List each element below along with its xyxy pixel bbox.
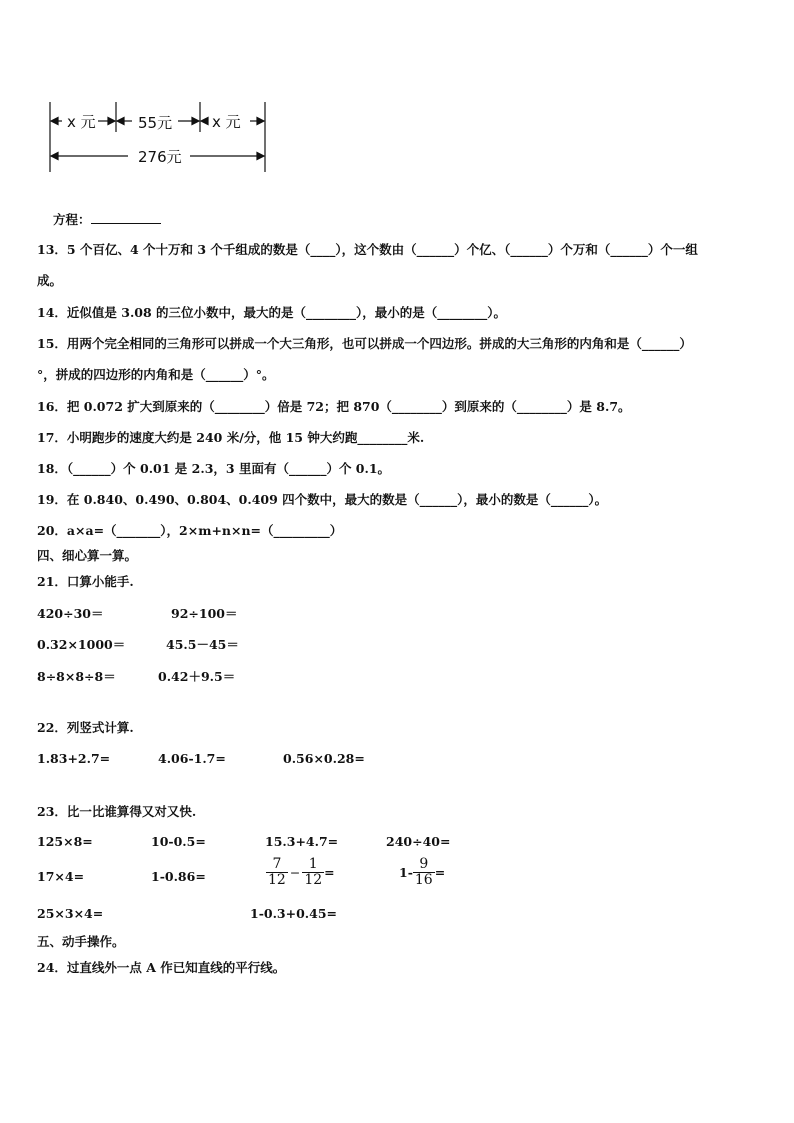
- segment-label-x2: x 元: [212, 113, 241, 131]
- question-23: 23．比一比谁算得又对又快.: [37, 804, 197, 819]
- q21-item: 45.5－45＝: [166, 637, 239, 652]
- q21-item: 420÷30＝: [37, 606, 104, 621]
- segment-label-total: 276元: [138, 148, 182, 166]
- equation-label: 方程：: [53, 212, 91, 227]
- q21-item: 0.42＋9.5＝: [158, 669, 236, 684]
- q23-fraction-expression: $\frac{7}{12}$ − $\frac{1}{12}$ =: [268, 856, 335, 888]
- fraction: $\frac{9}{16}$: [414, 856, 433, 888]
- q23-item: 25×3×4=: [37, 906, 104, 921]
- section-4-title: 四、细心算一算。: [37, 548, 138, 563]
- question-18: 18．（______）个 0.01 是 2.3，3 里面有（______）个 0.1。: [37, 461, 391, 476]
- fraction: $\frac{7}{12}$: [268, 856, 286, 888]
- question-22: 22．列竖式计算.: [37, 720, 134, 735]
- q21-item: 0.32×1000＝: [37, 637, 126, 652]
- question-17: 17．小明跑步的速度大约是 240 米/分，他 15 钟大约跑________米.: [37, 430, 425, 445]
- q21-item: 92÷100＝: [171, 606, 238, 621]
- equation-blank[interactable]: [91, 211, 161, 224]
- q21-item: 8÷8×8÷8＝: [37, 669, 116, 684]
- segment-label-55: 55元: [138, 114, 173, 132]
- segment-diagram: [40, 98, 270, 176]
- question-15-cont: °，拼成的四边形的内角和是（______）°。: [37, 367, 275, 382]
- question-24: 24．过直线外一点 A 作已知直线的平行线。: [37, 960, 286, 975]
- question-14: 14．近似值是 3.08 的三位小数中，最大的是（________），最小的是（________）。: [37, 305, 507, 320]
- q22-item: 0.56×0.28=: [283, 751, 365, 766]
- q23-item: 1-0.3+0.45=: [250, 906, 338, 921]
- segment-label-x1: x 元: [67, 113, 96, 131]
- question-13: 13．5 个百亿、4 个十万和 3 个千组成的数是（____），这个数由（______）个亿、（______）个万和（______）个一组: [37, 242, 698, 257]
- q23-item: 1-0.86=: [151, 869, 206, 884]
- q22-item: 4.06-1.7=: [158, 751, 226, 766]
- q23-item: 15.3+4.7=: [265, 834, 339, 849]
- q23-fraction-expression-2: 1- $\frac{9}{16}$ =: [399, 856, 446, 888]
- q23-item: 17×4=: [37, 869, 85, 884]
- question-15: 15．用两个完全相同的三角形可以拼成一个大三角形，也可以拼成一个四边形。拼成的大三角形的内角和是（______）: [37, 336, 692, 351]
- q23-item: 125×8=: [37, 834, 93, 849]
- q22-item: 1.83+2.7=: [37, 751, 111, 766]
- question-21: 21．口算小能手.: [37, 574, 134, 589]
- q23-item: 240÷40=: [386, 834, 451, 849]
- q23-item: 10-0.5=: [151, 834, 206, 849]
- question-20: 20．a×a=（_______），2×m+n×n=（_________）: [37, 523, 343, 538]
- fraction: $\frac{1}{12}$: [304, 856, 323, 888]
- section-5-title: 五、动手操作。: [37, 934, 125, 949]
- equation-line: [53, 210, 161, 228]
- question-16: 16．把 0.072 扩大到原来的（________）倍是 72；把 870（________）到原来的（________）是 8.7。: [37, 399, 631, 414]
- question-13-cont: 成。: [37, 273, 63, 288]
- question-19: 19．在 0.840、0.490、0.804、0.409 四个数中，最大的数是（______），最小的数是（______）。: [37, 492, 608, 507]
